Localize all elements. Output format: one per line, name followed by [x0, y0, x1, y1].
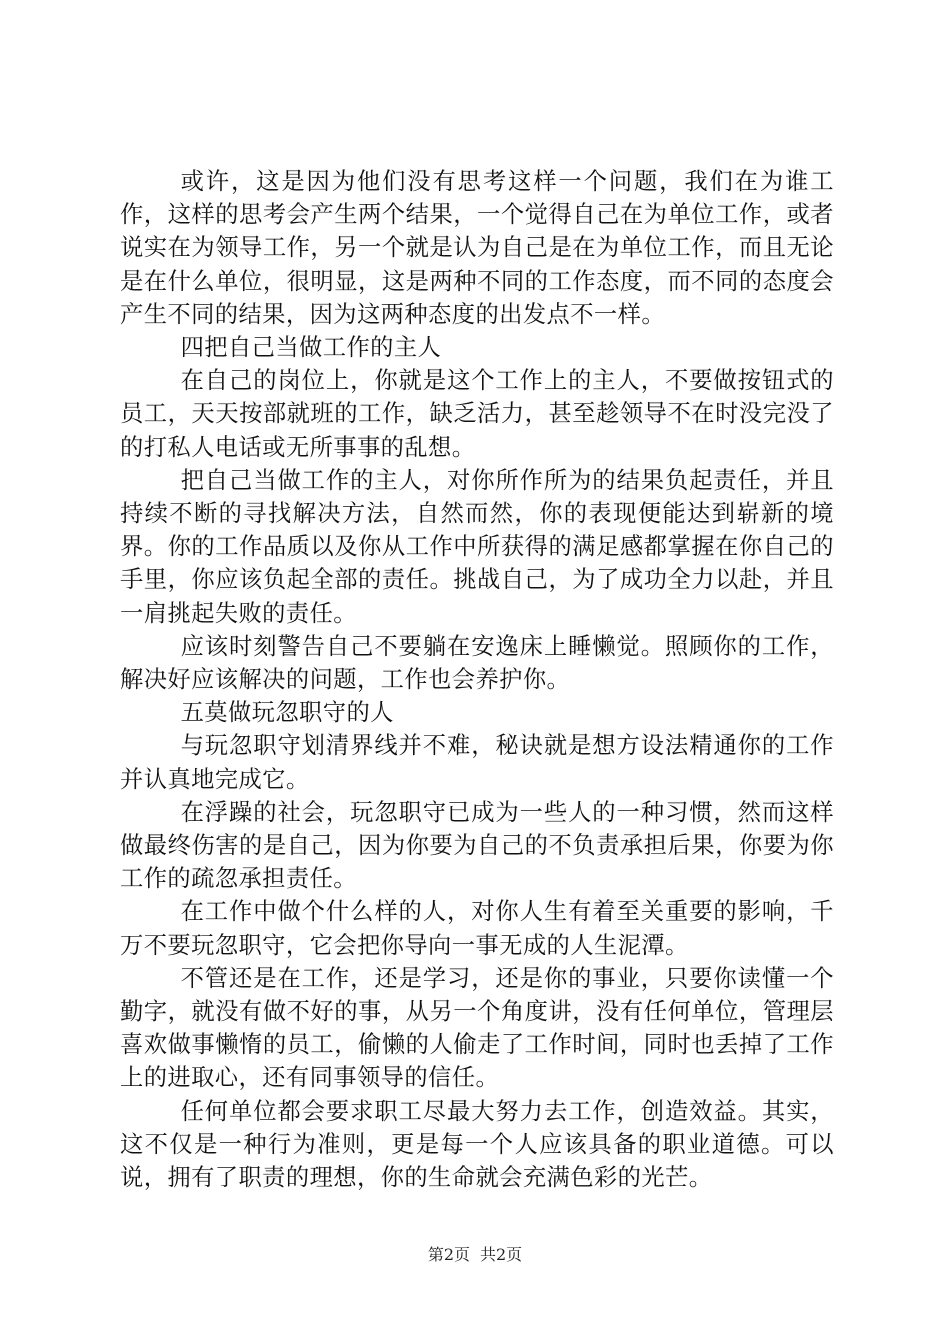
paragraph: 与玩忽职守划清界线并不难，秘诀就是想方设法精通你的工作并认真地完成它。 — [120, 732, 834, 793]
section-heading: 四把自己当做工作的主人 — [180, 334, 442, 362]
document-body — [120, 165, 834, 1194]
paragraph: 任何单位都会要求职工尽最大努力去工作，创造效益。其实，这不仅是一种行为准则，更是每一个人应该具备的职业道德。可以说，拥有了职责的理想，你的生命就会充满色彩的光芒。 — [120, 1097, 834, 1192]
section-heading: 五莫做玩忽职守的人 — [180, 699, 394, 727]
paragraph: 在自己的岗位上，你就是这个工作上的主人，不要做按钮式的员工，天天按部就班的工作，缺乏活力，甚至趁领导不在时没完没了的打私人电话或无所事事的乱想。 — [120, 367, 834, 461]
paragraph: 不管还是在工作，还是学习，还是你的事业，只要你读懂一个勤字，就没有做不好的事，从另一个角度讲，没有任何单位，管理层喜欢做事懒惰的员工，偷懒的人偷走了工作时间，同时也丢掉了工作上的进取心，还有同事领导的信任。 — [120, 964, 834, 1092]
page-number: 第2页 — [427, 1245, 470, 1264]
paragraph: 在工作中做个什么样的人，对你人生有着至关重要的影响，千万不要玩忽职守，它会把你导向一事无成的人生泥潭。 — [120, 898, 834, 959]
page-total: 共2页 — [480, 1245, 523, 1264]
paragraph: 在浮躁的社会，玩忽职守已成为一些人的一种习惯，然而这样做最终伤害的是自己，因为你要为自己的不负责承担后果，你要为你工作的疏忽承担责任。 — [120, 798, 834, 893]
page-footer — [0, 1245, 950, 1265]
paragraph: 或许，这是因为他们没有思考这样一个问题，我们在为谁工作，这样的思考会产生两个结果，一个觉得自己在为单位工作，或者说实在为领导工作，另一个就是认为自己是在为单位工作，而且无论是在什么单位，很明显，这是两种不同的工作态度，而不同的态度会产生不同的结果，因为这两种态度的出发点不一样。 — [120, 168, 834, 328]
paragraph: 把自己当做工作的主人，对你所作所为的结果负起责任，并且持续不断的寻找解决方法，自然而然，你的表现便能达到崭新的境界。你的工作品质以及你从工作中所获得的满足感都掌握在你自己的手里，你应该负起全部的责任。挑战自己，为了成功全力以赴，并且一肩挑起失败的责任。 — [120, 466, 834, 627]
paragraph: 应该时刻警告自己不要躺在安逸床上睡懒觉。照顾你的工作，解决好应该解决的问题，工作也会养护你。 — [120, 632, 834, 694]
